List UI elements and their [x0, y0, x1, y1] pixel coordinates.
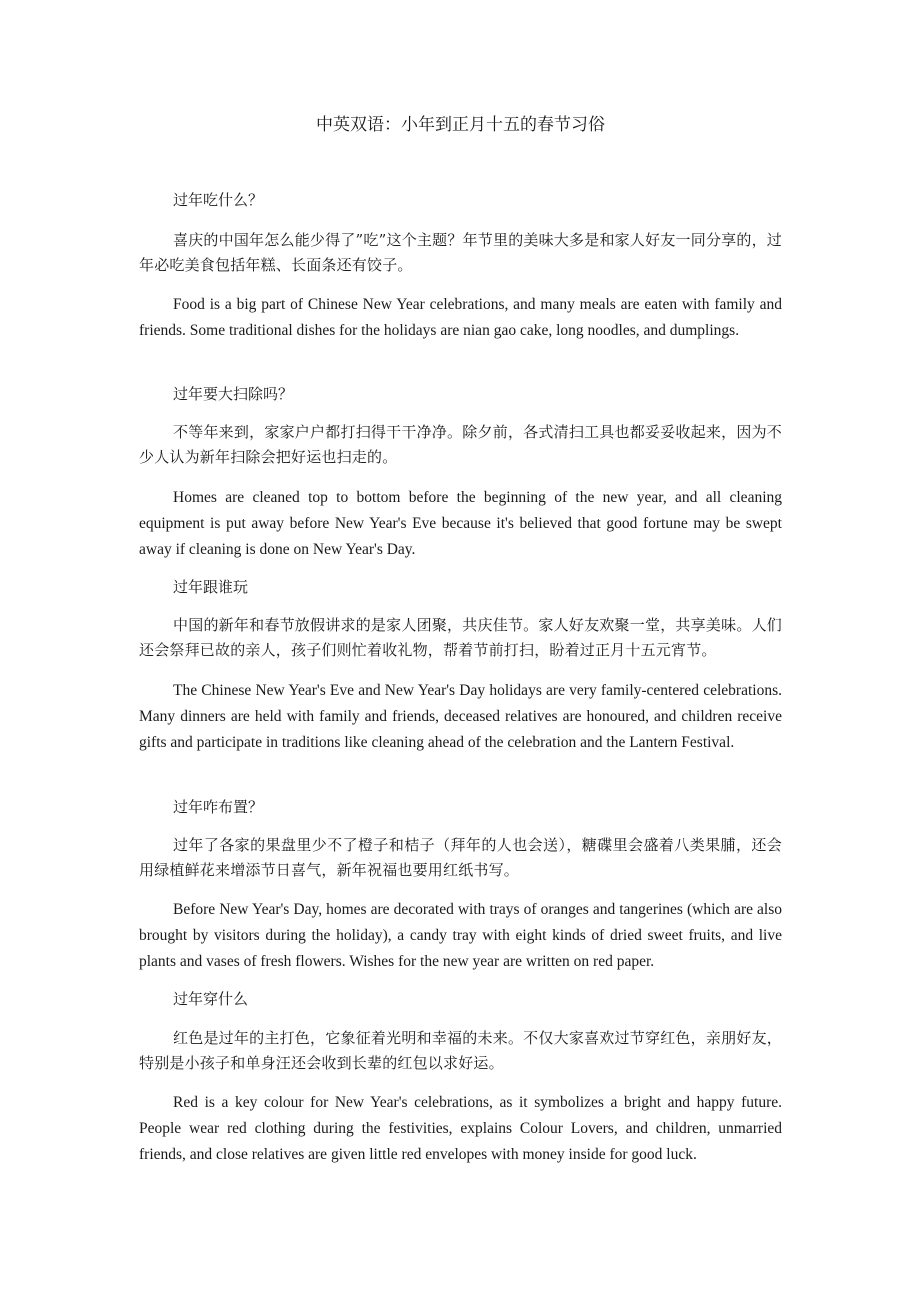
section-chinese-paragraph: 中国的新年和春节放假讲求的是家人团聚，共庆佳节。家人好友欢聚一堂，共享美味。人们还会祭拜已故的亲人，孩子们则忙着收礼物，帮着节前打扫，盼着过正月十五元宵节。 [139, 616, 782, 659]
section-english-paragraph: Homes are cleaned top to bottom before the beginning of the new year, and all cleaning equipment is put away before New Year's Eve because it's believed that good fortune may be swept away if cleaning is done on New Year's Day. [139, 489, 782, 558]
section-heading: 过年穿什么 [173, 990, 249, 1008]
section-chinese-paragraph: 红色是过年的主打色，它象征着光明和幸福的未来。不仅大家喜欢过节穿红色，亲朋好友，特别是小孩子和单身汪还会收到长辈的红包以求好运。 [139, 1029, 782, 1072]
section-heading: 过年要大扫除吗？ [173, 385, 294, 403]
section-english-paragraph: Red is a key colour for New Year's celebrations, as it symbolizes a bright and happy future. People wear red clothing during the festivities, explains Colour Lovers, and children, unmarried friends, and close relatives are given little red envelopes with money inside for good luck. [139, 1094, 782, 1163]
section-heading: 过年咋布置？ [173, 798, 264, 816]
section-chinese-paragraph: 过年了各家的果盘里少不了橙子和桔子（拜年的人也会送），糖碟里会盛着八类果脯，还会用绿植鲜花来增添节日喜气，新年祝福也要用红纸书写。 [139, 836, 782, 879]
section-heading: 过年吃什么？ [173, 191, 264, 209]
section-english-paragraph: Before New Year's Day, homes are decorated with trays of oranges and tangerines (which are also brought by visitors during the holiday), a candy tray with eight kinds of dried sweet fruits, and live plants and vases of fresh flowers. Wishes for the new year are written on red paper. [139, 901, 782, 970]
document-title: 中英双语：小年到正月十五的春节习俗 [316, 115, 605, 135]
section-chinese-paragraph: 不等年来到，家家户户都打扫得干干净净。除夕前，各式清扫工具也都妥妥收起来，因为不少人认为新年扫除会把好运也扫走的。 [139, 423, 782, 466]
section-chinese-paragraph: 喜庆的中国年怎么能少得了”吃”这个主题？年节里的美味大多是和家人好友一同分享的，过年必吃美食包括年糕、长面条还有饺子。 [139, 231, 782, 274]
section-english-paragraph: The Chinese New Year's Eve and New Year's Day holidays are very family-centered celebrations. Many dinners are held with family and friends, deceased relatives are honoured, and children receive gifts and participate in traditions like cleaning ahead of the celebration and the Lantern Festival. [139, 682, 782, 751]
section-english-paragraph: Food is a big part of Chinese New Year celebrations, and many meals are eaten with family and friends. Some traditional dishes for the holidays are nian gao cake, long noodles, and dumplings. [139, 296, 782, 339]
section-heading: 过年跟谁玩 [173, 578, 249, 596]
